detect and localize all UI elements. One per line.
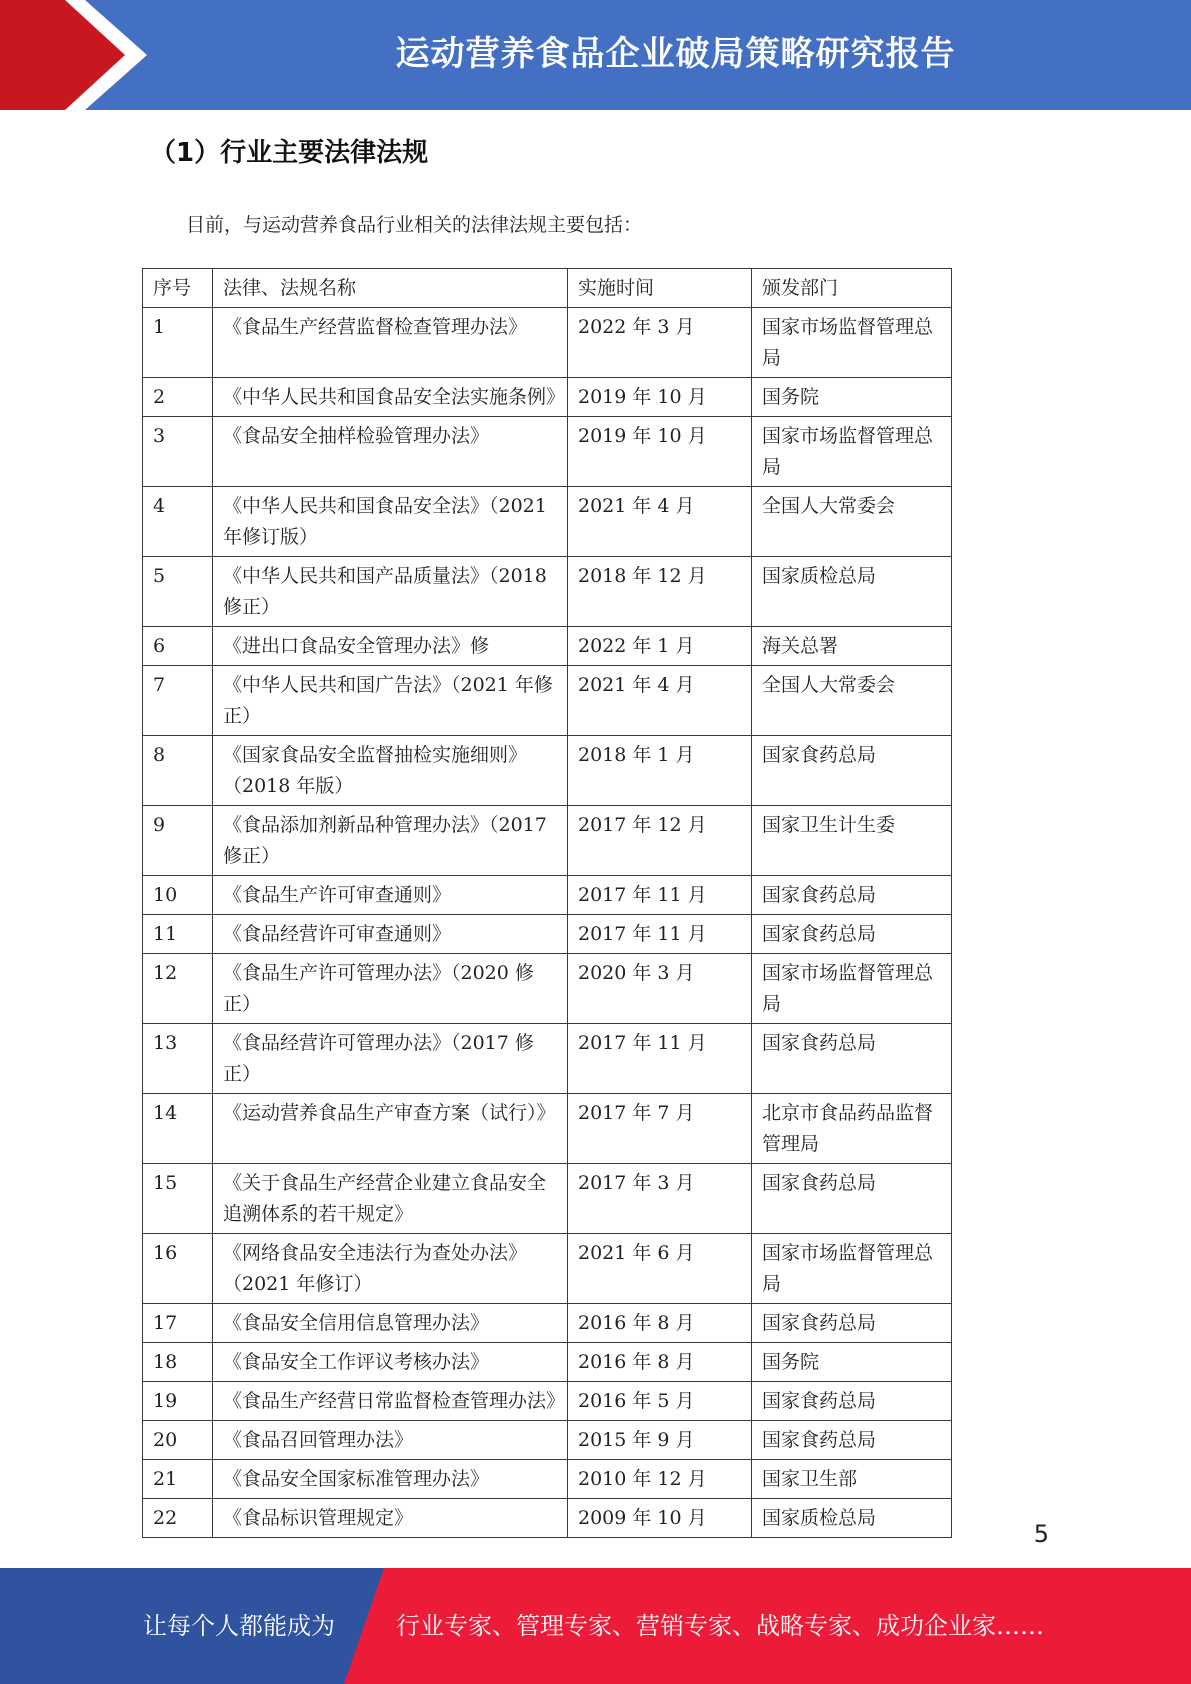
row-index: 4 <box>143 487 213 557</box>
page-header <box>0 0 1191 110</box>
issuing-department: 国务院 <box>752 378 952 417</box>
table-row <box>143 1382 952 1421</box>
row-index: 3 <box>143 417 213 487</box>
law-name: 《中华人民共和国广告法》（2021 年修正） <box>213 666 568 736</box>
row-index: 9 <box>143 806 213 876</box>
issuing-department: 全国人大常委会 <box>752 666 952 736</box>
table-body <box>143 308 952 1538</box>
law-name: 《运动营养食品生产审查方案（试行）》 <box>213 1094 568 1164</box>
law-name: 《食品添加剂新品种管理办法》（2017 修正） <box>213 806 568 876</box>
effective-date: 2021 年 4 月 <box>568 666 752 736</box>
row-index: 15 <box>143 1164 213 1234</box>
footer-slogan-left: 让每个人都能成为 <box>143 1612 335 1640</box>
issuing-department: 国家市场监督管理总局 <box>752 954 952 1024</box>
issuing-department: 国家食药总局 <box>752 1024 952 1094</box>
table-header-row <box>143 269 952 308</box>
law-name: 《进出口食品安全管理办法》修 <box>213 627 568 666</box>
effective-date: 2017 年 12 月 <box>568 806 752 876</box>
row-index: 11 <box>143 915 213 954</box>
table-row <box>143 627 952 666</box>
effective-date: 2017 年 11 月 <box>568 1024 752 1094</box>
law-name: 《食品召回管理办法》 <box>213 1421 568 1460</box>
law-name: 《网络食品安全违法行为查处办法》 （2021 年修订） <box>213 1234 568 1304</box>
effective-date: 2016 年 8 月 <box>568 1343 752 1382</box>
row-index: 16 <box>143 1234 213 1304</box>
table-row <box>143 1460 952 1499</box>
row-index: 19 <box>143 1382 213 1421</box>
page-number: 5 <box>1033 1520 1049 1548</box>
law-name: 《食品标识管理规定》 <box>213 1499 568 1538</box>
table-row <box>143 308 952 378</box>
issuing-department: 国家食药总局 <box>752 1164 952 1234</box>
effective-date: 2019 年 10 月 <box>568 417 752 487</box>
issuing-department: 国家食药总局 <box>752 1304 952 1343</box>
table-row <box>143 736 952 806</box>
issuing-department: 国家食药总局 <box>752 736 952 806</box>
row-index: 5 <box>143 557 213 627</box>
law-name: 《食品生产许可管理办法》（2020 修正） <box>213 954 568 1024</box>
table-row <box>143 1024 952 1094</box>
effective-date: 2017 年 7 月 <box>568 1094 752 1164</box>
effective-date: 2017 年 11 月 <box>568 876 752 915</box>
row-index: 21 <box>143 1460 213 1499</box>
row-index: 1 <box>143 308 213 378</box>
effective-date: 2020 年 3 月 <box>568 954 752 1024</box>
row-index: 10 <box>143 876 213 915</box>
header-red-chevron <box>0 0 147 110</box>
row-index: 2 <box>143 378 213 417</box>
effective-date: 2021 年 6 月 <box>568 1234 752 1304</box>
issuing-department: 国家卫生部 <box>752 1460 952 1499</box>
row-index: 6 <box>143 627 213 666</box>
issuing-department: 国家食药总局 <box>752 1421 952 1460</box>
effective-date: 2010 年 12 月 <box>568 1460 752 1499</box>
law-name: 《国家食品安全监督抽检实施细则》 （2018 年版） <box>213 736 568 806</box>
table-row <box>143 666 952 736</box>
report-title: 运动营养食品企业破局策略研究报告 <box>395 34 956 74</box>
table-row <box>143 1343 952 1382</box>
row-index: 12 <box>143 954 213 1024</box>
table-row <box>143 1304 952 1343</box>
effective-date: 2019 年 10 月 <box>568 378 752 417</box>
issuing-department: 国务院 <box>752 1343 952 1382</box>
law-name: 《食品安全国家标准管理办法》 <box>213 1460 568 1499</box>
issuing-department: 北京市食品药品监督管理局 <box>752 1094 952 1164</box>
effective-date: 2009 年 10 月 <box>568 1499 752 1538</box>
law-name: 《食品经营许可审查通则》 <box>213 915 568 954</box>
issuing-department: 全国人大常委会 <box>752 487 952 557</box>
row-index: 14 <box>143 1094 213 1164</box>
row-index: 17 <box>143 1304 213 1343</box>
row-index: 22 <box>143 1499 213 1538</box>
law-name: 《食品安全抽样检验管理办法》 <box>213 417 568 487</box>
row-index: 8 <box>143 736 213 806</box>
effective-date: 2015 年 9 月 <box>568 1421 752 1460</box>
intro-paragraph: 目前，与运动营养食品行业相关的法律法规主要包括： <box>186 214 643 236</box>
effective-date: 2018 年 1 月 <box>568 736 752 806</box>
effective-date: 2018 年 12 月 <box>568 557 752 627</box>
page-footer <box>0 1568 1191 1684</box>
issuing-department: 国家市场监督管理总局 <box>752 308 952 378</box>
issuing-department: 海关总署 <box>752 627 952 666</box>
effective-date: 2016 年 5 月 <box>568 1382 752 1421</box>
table-row <box>143 378 952 417</box>
law-name: 《食品经营许可管理办法》（2017 修正） <box>213 1024 568 1094</box>
laws-table <box>142 268 952 1538</box>
table-row <box>143 1164 952 1234</box>
law-name: 《关于食品生产经营企业建立食品安全追溯体系的若干规定》 <box>213 1164 568 1234</box>
issuing-department: 国家卫生计生委 <box>752 806 952 876</box>
issuing-department: 国家食药总局 <box>752 915 952 954</box>
header-cell-index: 序号 <box>143 269 213 308</box>
table-row <box>143 806 952 876</box>
law-name: 《食品生产许可审查通则》 <box>213 876 568 915</box>
table-row <box>143 417 952 487</box>
table-row <box>143 1234 952 1304</box>
table-row <box>143 487 952 557</box>
section-heading: （1）行业主要法律法规 <box>150 138 429 168</box>
issuing-department: 国家食药总局 <box>752 1382 952 1421</box>
law-name: 《食品安全信用信息管理办法》 <box>213 1304 568 1343</box>
header-cell-date: 实施时间 <box>568 269 752 308</box>
issuing-department: 国家市场监督管理总局 <box>752 1234 952 1304</box>
effective-date: 2017 年 3 月 <box>568 1164 752 1234</box>
table-row <box>143 1499 952 1538</box>
table-row <box>143 915 952 954</box>
table-row <box>143 954 952 1024</box>
row-index: 20 <box>143 1421 213 1460</box>
law-name: 《食品安全工作评议考核办法》 <box>213 1343 568 1382</box>
effective-date: 2016 年 8 月 <box>568 1304 752 1343</box>
law-name: 《食品生产经营监督检查管理办法》 <box>213 308 568 378</box>
issuing-department: 国家质检总局 <box>752 557 952 627</box>
table-row <box>143 1421 952 1460</box>
header-cell-name: 法律、法规名称 <box>213 269 568 308</box>
issuing-department: 国家食药总局 <box>752 876 952 915</box>
effective-date: 2021 年 4 月 <box>568 487 752 557</box>
law-name: 《食品生产经营日常监督检查管理办法》 <box>213 1382 568 1421</box>
law-name: 《中华人民共和国食品安全法》（2021 年修订版） <box>213 487 568 557</box>
footer-slogan-right: 行业专家、管理专家、营销专家、战略专家、成功企业家…… <box>396 1612 1044 1640</box>
header-cell-department: 颁发部门 <box>752 269 952 308</box>
effective-date: 2017 年 11 月 <box>568 915 752 954</box>
effective-date: 2022 年 1 月 <box>568 627 752 666</box>
row-index: 18 <box>143 1343 213 1382</box>
row-index: 7 <box>143 666 213 736</box>
law-name: 《中华人民共和国产品质量法》（2018 修正） <box>213 557 568 627</box>
effective-date: 2022 年 3 月 <box>568 308 752 378</box>
row-index: 13 <box>143 1024 213 1094</box>
table-row <box>143 1094 952 1164</box>
issuing-department: 国家质检总局 <box>752 1499 952 1538</box>
table-row <box>143 876 952 915</box>
issuing-department: 国家市场监督管理总局 <box>752 417 952 487</box>
table-row <box>143 557 952 627</box>
law-name: 《中华人民共和国食品安全法实施条例》 <box>213 378 568 417</box>
